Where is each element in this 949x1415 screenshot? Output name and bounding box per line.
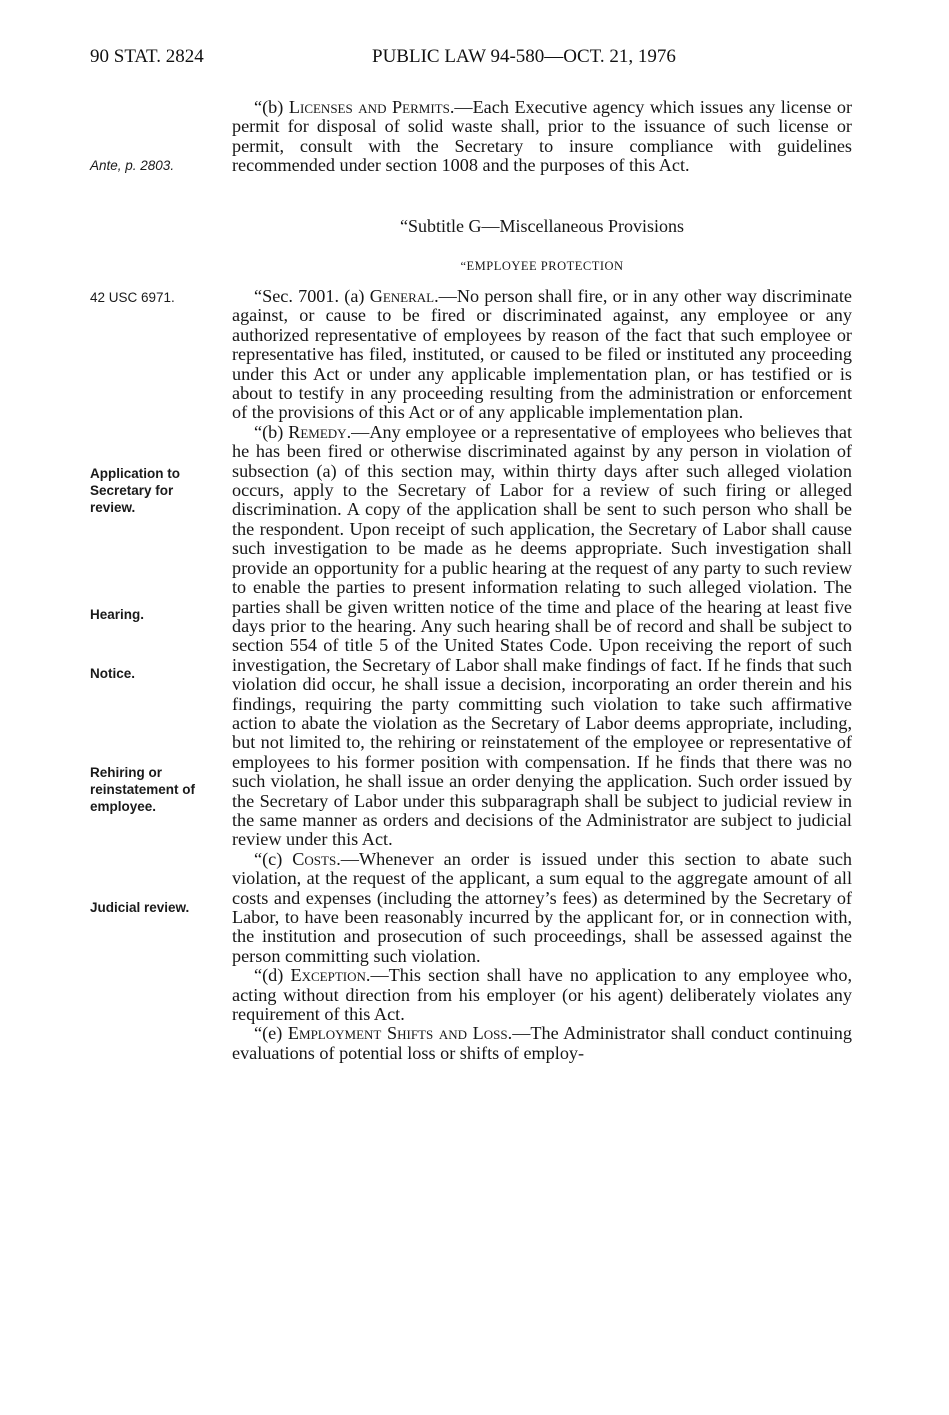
margin-note-application: Application to Secretary for review. [90,466,180,515]
licenses-permits-paragraph: “(b) Licenses and Permits.—Each Executive agency which issues any license or permit for disposal of solid waste shall, prior to the issuance of such license or permit, consult with the Secretary to insure compliance with guidelines recommended under section 1008 and the purposes of this Act. [232,97,852,176]
general-paragraph: “Sec. 7001. (a) General.—No person shall fire, or in any other way discriminate against, or cause to be fired or discriminated against, any employee or any authorized representative of employees by reason of the fact that such employee or representative has filed, instituted, or caused to be filed or instituted any proceeding under this Act or under any applicable implementation plan, or has testified or is about to testify in any proceeding resulting from the administration or enforcement of the provisions of this Act or of any applicable implementation plan. [232,286,852,423]
margin-note-usc: 42 USC 6971. [90,290,175,305]
public-law-citation: PUBLIC LAW 94-580—OCT. 21, 1976 [372,46,676,67]
costs-heading: Costs. [292,848,341,869]
remedy-heading: Remedy. [288,421,352,442]
margin-note-notice: Notice. [90,666,136,681]
subtitle-heading: “Subtitle G—Miscellaneous Provisions [400,216,684,236]
costs-paragraph: “(c) Costs.—Whenever an order is issued under this section to abate such violation, at the request of the applicant, a sum equal to the aggregate amount of all costs and expenses (including the attorney’s fees) as determined by the Secretary of Labor, to have been reasonably incurred by the applicant for, or in connection with, the institution and prosecution of such proceedings, shall be assessed against the person committing such violation. [232,848,852,966]
stat-page-number: 90 STAT. 2824 [90,46,204,67]
general-heading: General. [369,286,439,306]
licenses-permits-section [232,98,852,176]
exception-paragraph: “(d) Exception.—This section shall have no application to any employee who, acting without direction from his employer (or his agent) deliberately violates any requirement of this Act. [232,965,853,1025]
employee-protection-section [232,287,852,1063]
employment-shifts-paragraph: “(e) Employment Shifts and Loss.—The Administrator shall conduct continuing evaluations of potential loss or shifts of employ- [232,1023,852,1063]
employee-protection-heading: “EMPLOYEE PROTECTION [460,259,624,273]
margin-note-judicial-review: Judicial review. [90,900,190,915]
margin-note-ante: Ante, p. 2803. [90,158,175,173]
page-header [90,46,850,76]
exception-heading: Exception. [290,965,371,986]
licenses-permits-heading: Licenses and Permits. [288,97,455,117]
remedy-paragraph: “(b) Remedy.—Any employee or a representative of employees who believes that he has been fired or otherwise discriminated against by any person in violation of subsection (a) of this section may, within thirty days after such alleged violation occurs, apply to the Secretary of Labor for a review of such firing or alleged discrimination. A copy of the application shall be sent to such person who shall be the respondent. Upon receipt of such application, the Secretary of Labor shall cause such investigation to be made as he deems appropriate. Such investigation shall provide an opportunity for a public hearing at the request of any party to such review to enable the parties to present information relating to such alleged violation. The parties shall be given written notice of the time and place of the hearing at least five days prior to the hearing. Any such hearing shall be of record and shall be subject to section 554 of title 5 of the United States Code. Upon receiving the report of such investigation, the Secretary of Labor shall make findings of fact. If he finds that such violation did occur, he shall issue a decision, incorporating an order therein and his findings, requiring the party committing such violation to take such affirmative action to abate the violation as the Secretary of Labor deems appropriate, including, but not limited to, the rehiring or reinstatement of the employee or representative of employees to his former position with compensation. If he finds that there was no such violation, he shall issue an order denying the application. Such order issued by the Secretary of Labor under this subparagraph shall be subject to judicial review in the same manner as orders and decisions of the Administrator are subject to judicial review under this Act. [232,421,852,850]
margin-note-rehiring: Rehiring or reinstatement of employee. [90,765,196,814]
employment-shifts-heading: Employment Shifts and Loss. [287,1023,513,1044]
margin-note-hearing: Hearing. [90,607,145,622]
